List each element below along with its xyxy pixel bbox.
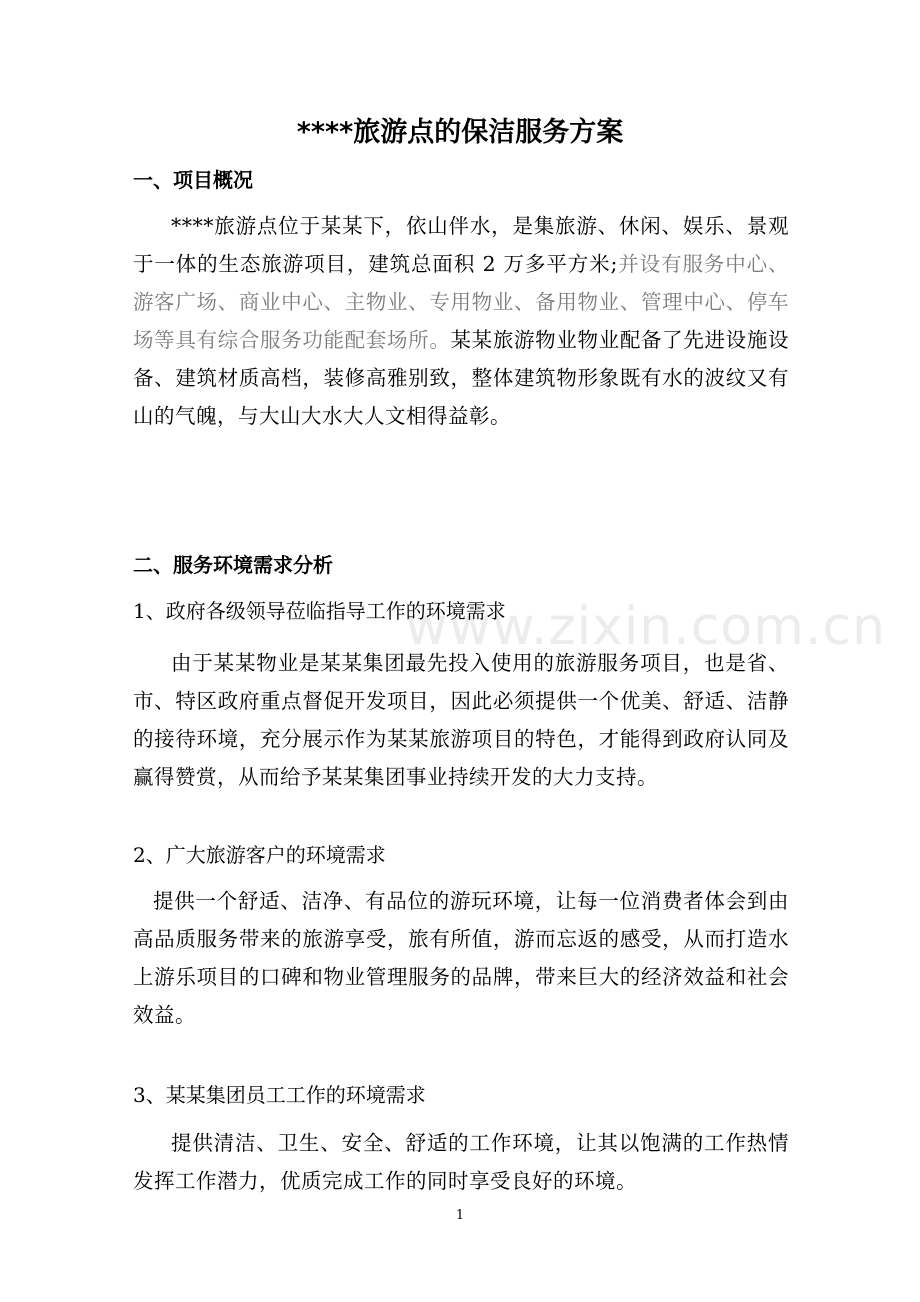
section2-item2-subheading: 2、广大旅游客户的环境需求	[133, 843, 386, 867]
section2-item1-subheading: 1、政府各级领导莅临指导工作的环境需求	[133, 599, 506, 623]
section2-item2-paragraph: 提供一个舒适、洁净、有品位的游玩环境，让每一位消费者体会到由高品质服务带来的旅游享受，旅有所值，游而忘返的感受，从而打造水上游乐项目的口碑和物业管理服务的品牌，带来巨大的经济效益和社会效益。	[133, 889, 789, 1027]
document-title: ****旅游点的保洁服务方案	[296, 117, 624, 148]
section2-item3-subheading: 3、某某集团员工工作的环境需求	[133, 1083, 426, 1107]
section1-paragraph	[133, 207, 789, 435]
section1-paragraph-gray: 并设有服务中心、游客广场、商业中心、主物业、专用物业、备用物业、管理中心、停车场等具有综合服务功能配套场所。	[133, 252, 790, 352]
section2-item3-paragraph: 提供清洁、卫生、安全、舒适的工作环境，让其以饱满的工作热情发挥工作潜力，优质完成工作的同时享受良好的环境。	[133, 1131, 789, 1193]
watermark: www.zixin.com.cn	[405, 597, 886, 657]
section1-paragraph-main: ****旅游点位于某某下，依山伴水，是集旅游、休闲、娱乐、景观于一体的生态旅游项目，建筑总面积 2 万多平方米;	[133, 214, 789, 276]
section2-item1-paragraph: 由于某某物业是某某集团最先投入使用的旅游服务项目，也是省、市、特区政府重点督促开发项目，因此必须提供一个优美、舒适、洁静的接待环境，充分展示作为某某旅游项目的特色，才能得到政府认同及赢得赞赏，从而给予某某集团事业持续开发的大力支持。	[133, 651, 789, 789]
section1-heading: 一、项目概况	[133, 168, 253, 192]
page-number: 1	[455, 1208, 465, 1223]
section2-heading: 二、服务环境需求分析	[133, 553, 333, 577]
section1-paragraph-end: 某某旅游物业物业配备了先进设施设备、建筑材质高档，装修高雅别致，整体建筑物形象既有水的波纹又有山的气魄，与大山大水大人文相得益彰。	[133, 328, 789, 428]
